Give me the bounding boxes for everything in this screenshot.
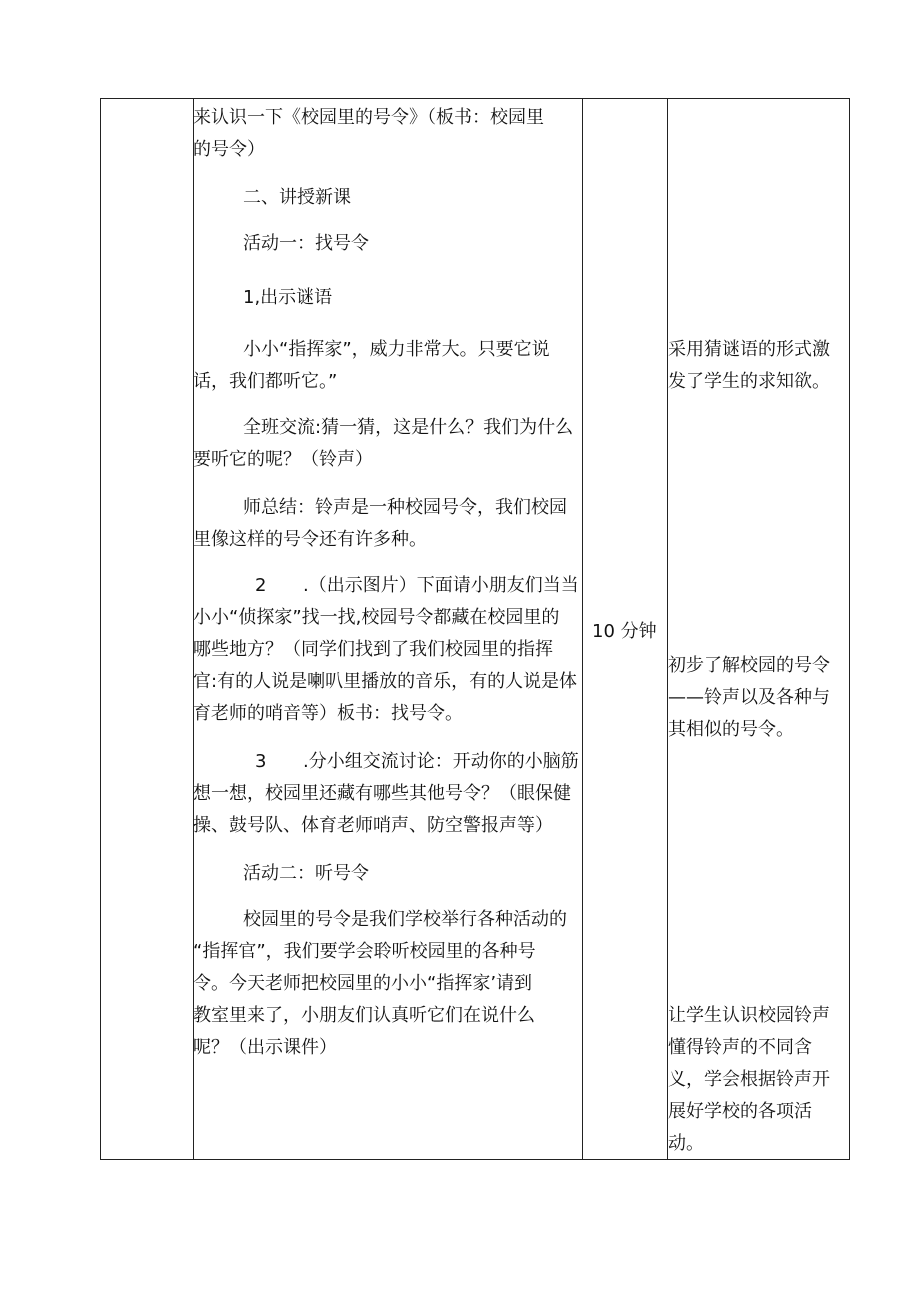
step-number: 3: [255, 751, 267, 772]
note-line: 动。: [668, 1133, 704, 1154]
note-line: 懂得铃声的不同含: [668, 1037, 812, 1058]
text-line: 话，我们都听它。”: [193, 371, 338, 392]
column-divider: [582, 99, 583, 1159]
text-line: 师总结：铃声是一种校园号令，我们校园: [243, 497, 567, 518]
note-line: 让学生认识校园铃声: [668, 1005, 830, 1026]
note-line: 其相似的号令。: [668, 719, 794, 740]
text-line: 里像这样的号令还有许多种。: [193, 529, 427, 550]
text-line: 想一想，校园里还藏有哪些其他号令？（眼保健: [193, 783, 571, 804]
text-line: “指挥官”，我们要学会聆听校园里的各种号: [193, 941, 536, 962]
text-line: 小小“指挥家”，威力非常大。只要它说: [243, 339, 550, 360]
text-line: 令。今天老师把校园里的小小“指挥家’请到: [193, 973, 533, 994]
text-line: 要听它的呢？（铃声）: [193, 449, 373, 470]
text-line: 操、鼓号队、体育老师哨声、防空警报声等）: [193, 815, 553, 836]
text-line: 小小“侦探家”找一找,校园号令都藏在校园里的: [193, 607, 560, 628]
text-line: 来认识一下《校园里的号令》（板书：校园里: [193, 107, 544, 128]
duration-value: 10 分钟: [592, 621, 657, 642]
note-line: ——铃声以及各种与: [668, 687, 830, 708]
text-line: .（出示图片）下面请小朋友们当当: [303, 575, 579, 596]
text-line: .分小组交流讨论：开动你的小脑筋: [303, 751, 579, 772]
text-line: 的号令）: [193, 139, 265, 160]
note-line: 义，学会根据铃声开: [668, 1069, 830, 1090]
text-line: 哪些地方？（同学们找到了我们校园里的指挥: [193, 639, 553, 660]
note-line: 展好学校的各项活: [668, 1101, 812, 1122]
step-label: 1,出示谜语: [243, 287, 333, 308]
note-line: 采用猜谜语的形式激: [668, 339, 830, 360]
text-line: 校园里的号令是我们学校举行各种活动的: [243, 909, 567, 930]
section-heading: 二、讲授新课: [243, 187, 351, 208]
text-line: 育老师的哨音等）板书：找号令。: [193, 703, 463, 724]
text-line: 官:有的人说是喇叭里播放的音乐，有的人说是体: [193, 671, 578, 692]
text-line: 教室里来了，小朋友们认真听它们在说什么: [193, 1005, 535, 1026]
activity-heading: 活动一：找号令: [243, 233, 369, 254]
note-line: 初步了解校园的号令: [668, 655, 830, 676]
step-number: 2: [255, 575, 267, 596]
note-line: 发了学生的求知欲。: [668, 371, 830, 392]
activity-heading: 活动二：听号令: [243, 863, 369, 884]
text-line: 全班交流:猜一猜，这是什么？我们为什么: [243, 417, 574, 438]
text-line: 呢？（出示课件）: [193, 1037, 337, 1058]
